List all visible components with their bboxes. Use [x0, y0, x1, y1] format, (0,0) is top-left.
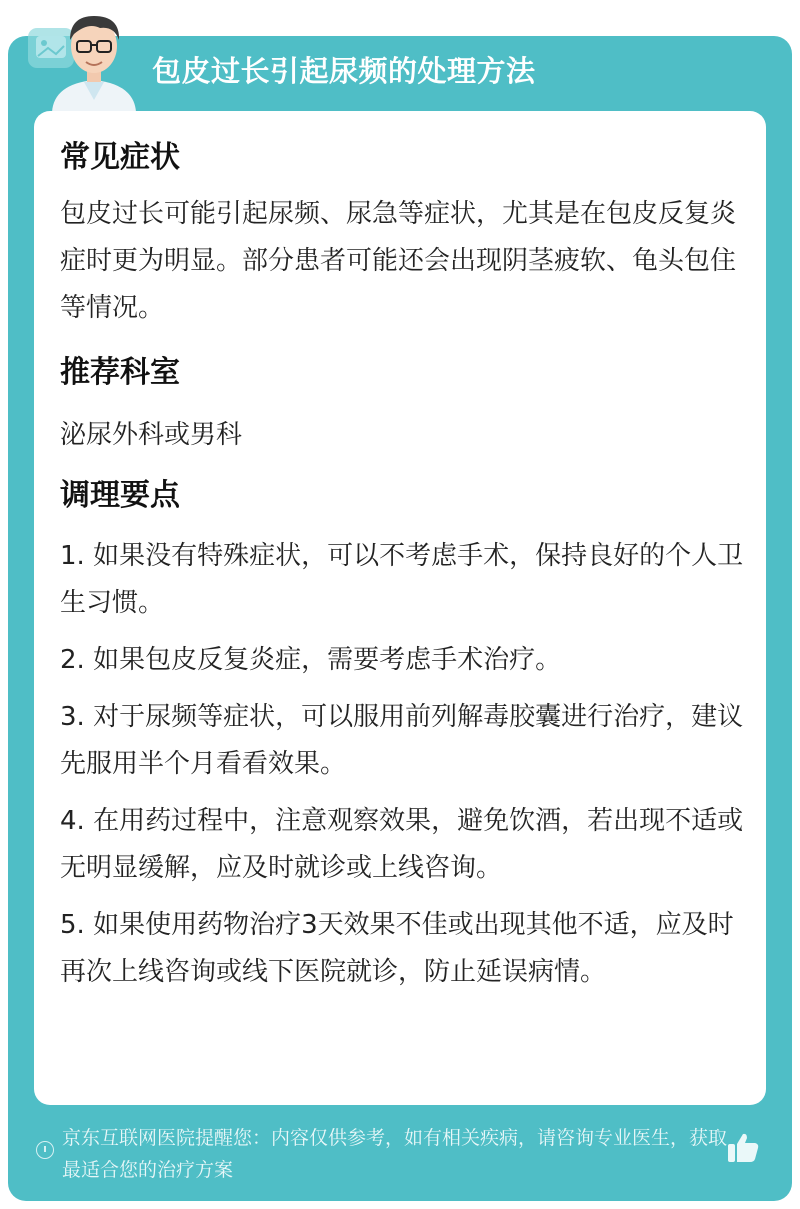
thumbs-up-icon[interactable]	[726, 1130, 760, 1164]
page-title: 包皮过长引起尿频的处理方法	[152, 54, 536, 88]
care-list	[60, 533, 746, 996]
article-card	[34, 111, 766, 1105]
disclaimer-text: 京东互联网医院提醒您：内容仅供参考，如有相关疾病，请咨询专业医生，获取最适合您的治疗方案	[62, 1127, 728, 1181]
info-icon	[36, 1141, 54, 1159]
section-title-symptoms: 常见症状	[60, 140, 180, 175]
care-item-1: 1. 如果没有特殊症状，可以不考虑手术，保持良好的个人卫生习惯。	[60, 541, 744, 618]
symptoms-text: 包皮过长可能引起尿频、尿急等症状，尤其是在包皮反复炎症时更为明显。部分患者可能还会出现阴茎疲软、龟头包住等情况。	[60, 199, 737, 323]
care-item-2: 2. 如果包皮反复炎症，需要考虑手术治疗。	[60, 645, 562, 675]
doctor-avatar	[44, 4, 144, 112]
care-item-4: 4. 在用药过程中，注意观察效果，避免饮酒，若出现不适或无明显缓解，应及时就诊或上线咨询。	[60, 806, 744, 883]
article-content	[60, 133, 746, 1006]
section-title-department: 推荐科室	[60, 355, 180, 390]
care-item-3: 3. 对于尿频等症状，可以服用前列解毒胶囊进行治疗，建议先服用半个月看看效果。	[60, 702, 744, 779]
care-item-5: 5. 如果使用药物治疗3天效果不佳或出现其他不适，应及时再次上线咨询或线下医院就诊，防止延误病情。	[60, 910, 734, 987]
section-title-care: 调理要点	[60, 478, 180, 513]
department-text: 泌尿外科或男科	[60, 420, 243, 450]
